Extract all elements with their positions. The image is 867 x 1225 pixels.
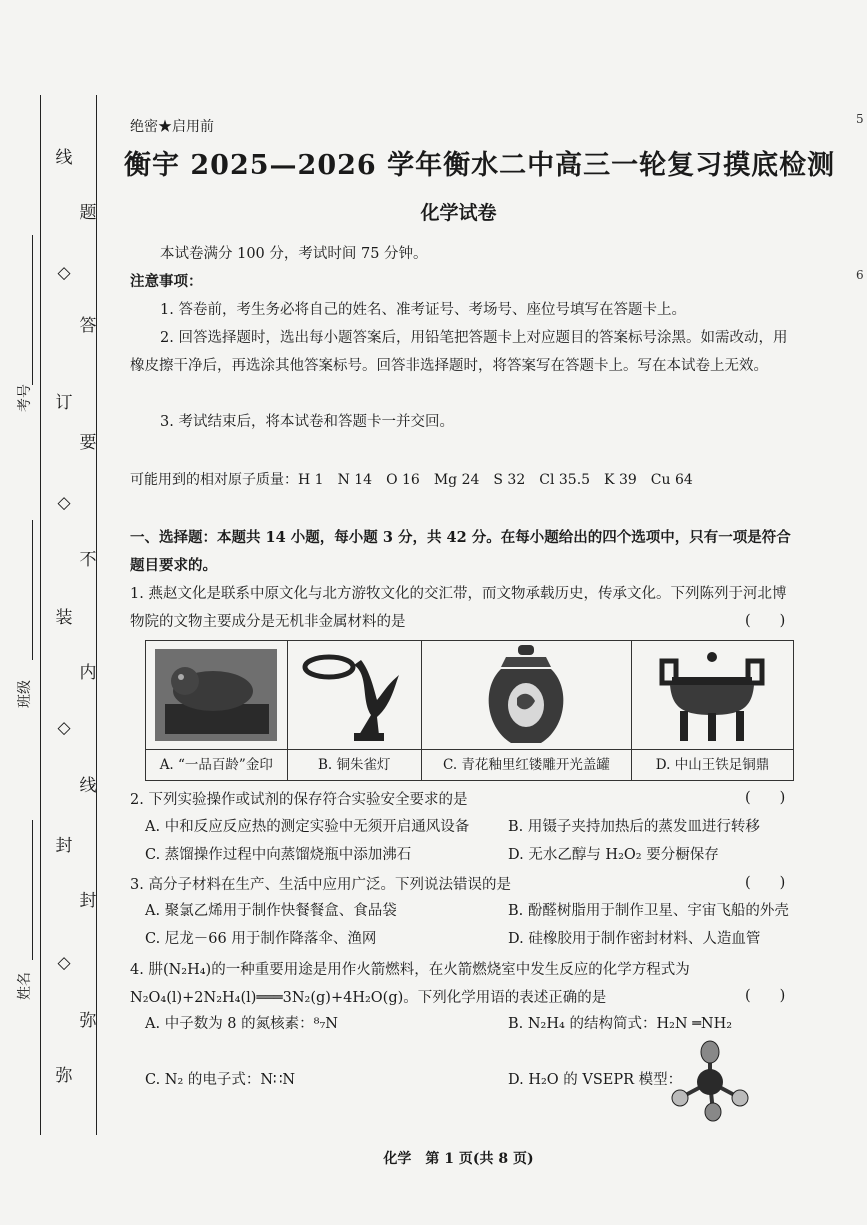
option-d-label: D. 中山王铁足铜鼎: [632, 749, 793, 780]
answer-paren: ( ): [745, 875, 786, 891]
atomic-masses: 可能用到的相对原子质量：H 1 N 14 O 16 Mg 24 S 32 Cl 35.5 K 39 Cu 64: [130, 472, 693, 488]
confidential-mark: 绝密★启用前: [130, 119, 214, 135]
q3-option-b[interactable]: B. 酚醛树脂用于制作卫星、宇宙飞船的外壳: [508, 903, 789, 919]
binding-char: ◇: [57, 953, 71, 973]
binding-char: 封: [79, 891, 97, 911]
answer-paren: ( ): [745, 790, 786, 806]
q3-option-c[interactable]: C. 尼龙－66 用于制作降落伞、渔网: [145, 931, 377, 947]
xingming-blank[interactable]: [32, 820, 33, 960]
binding-char: ◇: [57, 263, 71, 283]
binding-char: 答: [79, 316, 97, 336]
q2-option-d[interactable]: D. 无水乙醇与 H₂O₂ 要分橱保存: [508, 847, 719, 863]
binding-char: 要: [79, 433, 97, 453]
q3-option-d[interactable]: D. 硅橡胶用于制作密封材料、人造血管: [508, 931, 761, 947]
artifact-table: [145, 640, 794, 781]
binding-char: 订: [55, 393, 73, 413]
page-footer: 化学 第 1 页(共 8 页): [383, 1151, 534, 1167]
kaohao-label: 考号: [17, 384, 33, 412]
question-3-stem: 3. 高分子材料在生产、生活中应用广泛。下列说法错误的是: [130, 877, 511, 893]
binding-char: 弥: [55, 1066, 73, 1086]
question-2-stem: 2. 下列实验操作或试剂的保存符合实验安全要求的是: [130, 792, 468, 808]
banji-label: 班级: [17, 680, 33, 708]
q4-option-b[interactable]: B. N₂H₄ 的结构简式：H₂N ═NH₂: [508, 1016, 733, 1032]
gold-seal-image: [146, 641, 287, 749]
q4-option-c[interactable]: C. N₂ 的电子式：N∷N: [145, 1072, 296, 1088]
option-a-cell[interactable]: [146, 641, 288, 781]
page-subtitle: 化学试卷: [420, 202, 497, 224]
section-heading: 一、选择题：本题共 14 小题，每小题 3 分，共 42 分。在每小题给出的四个选项中，只有一项是符合题目要求的。: [130, 529, 791, 574]
binding-char: 线: [79, 776, 97, 796]
vsepr-model-image: [665, 1040, 755, 1125]
binding-char: ◇: [57, 493, 71, 513]
binding-char: 不: [79, 550, 97, 570]
q2-option-c[interactable]: C. 蒸馏操作过程中向蒸馏烧瓶中添加沸石: [145, 847, 412, 863]
q4-option-a[interactable]: A. 中子数为 8 的氮核素：⁸₇N: [145, 1016, 338, 1032]
note-item: 1. 答卷前，考生务必将自己的姓名、准考证号、考场号、座位号填写在答题卡上。: [160, 302, 686, 318]
binding-char: 线: [55, 148, 73, 168]
q4-option-d[interactable]: D. H₂O 的 VSEPR 模型：: [508, 1072, 683, 1088]
q2-option-a[interactable]: A. 中和反应反应热的测定实验中无须开启通风设备: [145, 819, 470, 835]
option-c-cell[interactable]: [421, 641, 631, 781]
edge-number: 5: [856, 112, 864, 126]
binding-char: 题: [79, 203, 97, 223]
binding-char: 内: [79, 663, 97, 683]
option-b-label: B. 铜朱雀灯: [288, 749, 421, 780]
binding-char: ◇: [57, 718, 71, 738]
kaohao-blank[interactable]: [32, 235, 33, 385]
option-c-label: C. 青花釉里红镂雕开光盖罐: [422, 749, 631, 780]
page-title: 衡宇 2025—2026 学年衡水二中高三一轮复习摸底检测: [124, 150, 836, 181]
xingming-label: 姓名: [17, 972, 33, 1000]
option-d-cell[interactable]: [631, 641, 793, 781]
binding-line-inner: [96, 95, 97, 1135]
question-4-stem: 4. 肼(N₂H₄)的一种重要用途是用作火箭燃料，在火箭燃烧室中发生反应的化学方程式为: [130, 962, 690, 978]
note-item: 2. 回答选择题时，选出每小题答案后，用铅笔把答题卡上对应题目的答案标号涂黑。如需改动，用橡皮擦干净后，再选涂其他答案标号。回答非选择题时，将答案写在答题卡上。写在本试卷上无效。: [130, 330, 788, 374]
banji-blank[interactable]: [32, 520, 33, 660]
binding-char: 弥: [79, 1011, 97, 1031]
binding-char: 装: [55, 608, 73, 628]
notes-heading: 注意事项：: [130, 273, 203, 290]
binding-char: 封: [55, 836, 73, 856]
bronze-bird-lamp-image: [288, 641, 421, 749]
edge-number: 6: [856, 268, 864, 282]
binding-line-outer: [40, 95, 41, 1135]
answer-paren: ( ): [745, 613, 786, 629]
question-1-stem: 1. 燕赵文化是联系中原文化与北方游牧文化的交汇带，而文物承载历史，传承文化。下列陈列于河北博物院的文物主要成分是无机非金属材料的是: [130, 586, 787, 630]
porcelain-jar-image: [422, 641, 631, 749]
question-4-equation: N₂O₄(l)+2N₂H₄(l)═══3N₂(g)+4H₂O(g)。下列化学用语的表述正确的是: [130, 990, 607, 1006]
bronze-ding-image: [632, 641, 793, 749]
score-time: 本试卷满分 100 分，考试时间 75 分钟。: [160, 246, 428, 262]
note-item: 3. 考试结束后，将本试卷和答题卡一并交回。: [160, 414, 454, 430]
option-a-label: A. “一品百龄”金印: [146, 749, 287, 780]
q2-option-b[interactable]: B. 用镊子夹持加热后的蒸发皿进行转移: [508, 819, 760, 835]
option-b-cell[interactable]: [287, 641, 421, 781]
answer-paren: ( ): [745, 988, 786, 1004]
q3-option-a[interactable]: A. 聚氯乙烯用于制作快餐餐盒、食品袋: [145, 903, 397, 919]
